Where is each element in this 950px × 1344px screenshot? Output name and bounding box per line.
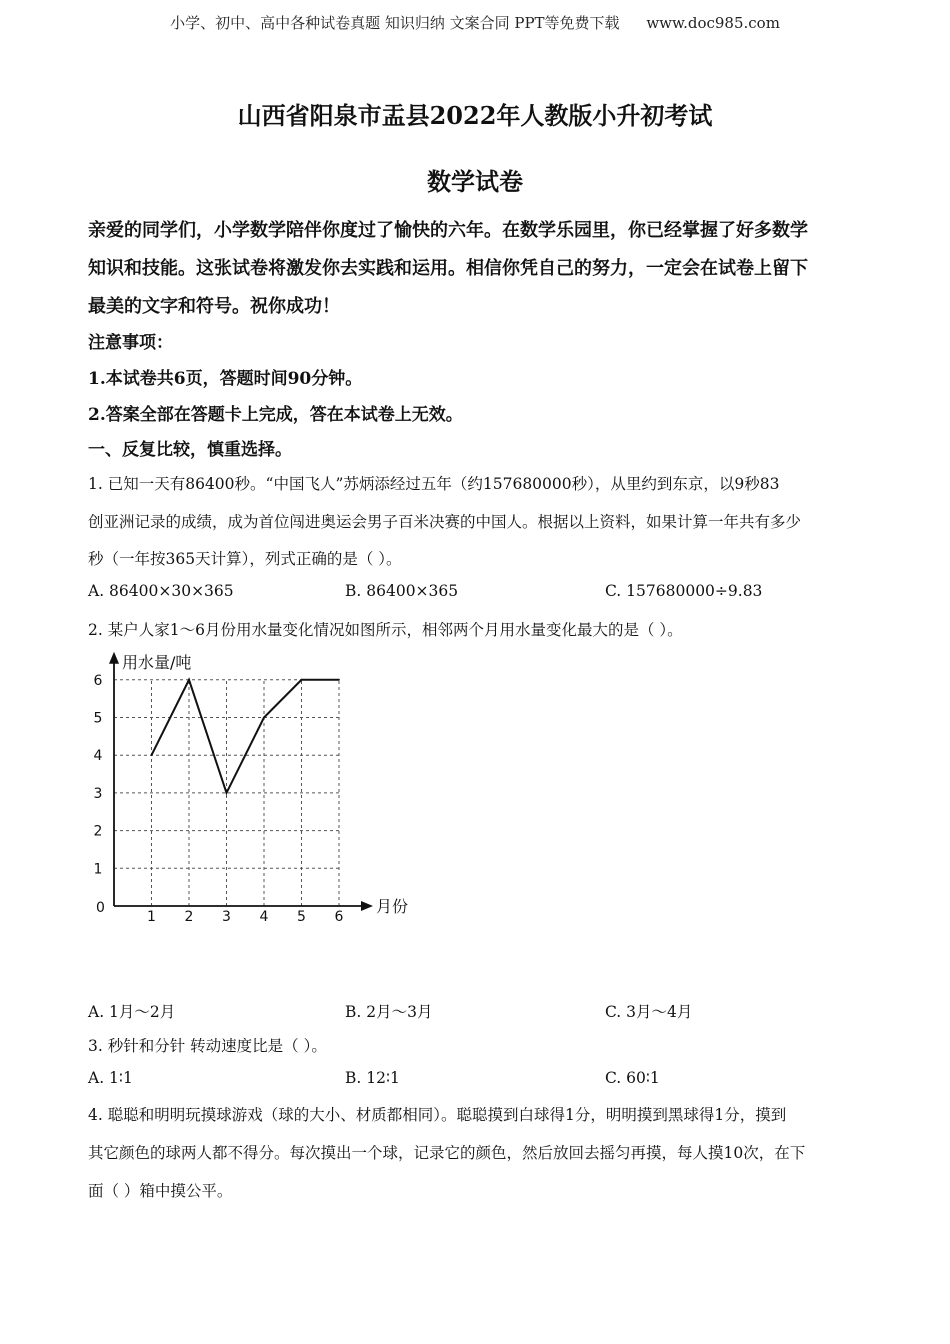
x-tick-label: 2	[184, 909, 194, 925]
y-axis-arrow	[109, 652, 119, 664]
q1-text: 1. 已知一天有86400秒。“中国飞人”苏炳添经过五年（约157680000秒），从里约到东京，以9秒83	[88, 475, 780, 493]
q4-text: 4. 聪聪和明明玩摸球游戏（球的大小、材质都相同）。聪聪摸到白球得1分，明明摸到黑球得1分，摸到	[88, 1106, 787, 1124]
q4-text: 面（ ）箱中摸公平。	[88, 1182, 233, 1200]
intro-line: 知识和技能。这张试卷将激发你去实践和运用。相信你凭自己的努力，一定会在试卷上留下	[88, 258, 808, 279]
data-point	[226, 792, 228, 794]
exam-subtitle: 数学试卷	[427, 167, 523, 196]
q1-option-c: C. 157680000÷9.83	[605, 582, 763, 600]
x-tick-label: 6	[334, 909, 344, 925]
y-tick-label: 1	[93, 861, 103, 878]
x-axis-arrow	[361, 901, 373, 911]
data-point	[301, 679, 303, 681]
water-usage-line	[152, 680, 340, 793]
chart-ticks	[94, 673, 344, 925]
header-banner: 小学、初中、高中各种试卷真题 知识归纳 文案合同 PPT等免费下载	[170, 14, 620, 32]
q3-option-b: B. 12∶1	[345, 1069, 400, 1087]
data-point	[151, 754, 153, 756]
q3-text: 3. 秒针和分针 转动速度比是（ ）。	[88, 1037, 327, 1055]
y-tick-label: 2	[93, 823, 103, 840]
intro-line: 最美的文字和符号。祝你成功！	[88, 296, 340, 317]
section-heading: 一、反复比较，慎重选择。	[88, 440, 292, 460]
q3-option-a: A. 1∶1	[88, 1069, 133, 1087]
q2-text: 2. 某户人家1～6月份用水量变化情况如图所示，相邻两个月用水量变化最大的是（ ）。	[88, 621, 683, 639]
data-point	[338, 679, 340, 681]
x-tick-label: 1	[147, 909, 156, 925]
y-tick-label: 4	[93, 748, 103, 765]
q1-option-a: A. 86400×30×365	[88, 582, 234, 600]
chart-series	[151, 679, 340, 794]
q1-option-b: B. 86400×365	[345, 582, 459, 600]
water-usage-chart	[80, 648, 440, 938]
note-item: 2.答案全部在答题卡上完成，答在本试卷上无效。	[88, 405, 463, 425]
q4-text: 其它颜色的球两人都不得分。每次摸出一个球，记录它的颜色，然后放回去摇匀再摸，每人摸10次，在下	[88, 1144, 806, 1162]
y-tick-label: 3	[93, 785, 103, 802]
x-axis-label: 月份	[376, 897, 409, 916]
data-point	[188, 679, 190, 681]
q3-option-c: C. 60∶1	[605, 1069, 660, 1087]
header-site: www.doc985.com	[646, 14, 780, 32]
data-point	[263, 717, 265, 719]
q2-option-c: C. 3月～4月	[605, 1003, 693, 1021]
y-axis-label: 用水量/吨	[122, 653, 192, 672]
origin-label: 0	[96, 900, 105, 916]
q1-text: 秒（一年按365天计算），列式正确的是（ ）。	[88, 550, 402, 568]
page-header	[0, 12, 950, 33]
q2-option-b: B. 2月～3月	[345, 1003, 433, 1021]
chart-axes	[109, 652, 373, 911]
note-item: 1.本试卷共6页，答题时间90分钟。	[88, 369, 363, 389]
intro-line: 亲爱的同学们，小学数学陪伴你度过了愉快的六年。在数学乐园里，你已经掌握了好多数学	[88, 220, 808, 241]
q2-option-a: A. 1月～2月	[88, 1003, 176, 1021]
y-tick-label: 5	[93, 710, 103, 727]
notes-title: 注意事项：	[88, 333, 173, 353]
q1-text: 创亚洲记录的成绩，成为首位闯进奥运会男子百米决赛的中国人。根据以上资料，如果计算一年共有多少	[88, 513, 802, 531]
y-tick-label: 6	[93, 672, 103, 689]
x-tick-label: 4	[259, 909, 269, 925]
exam-title: 山西省阳泉市盂县2022年人教版小升初考试	[237, 101, 713, 130]
x-tick-label: 5	[297, 909, 306, 925]
x-tick-label: 3	[222, 909, 231, 925]
